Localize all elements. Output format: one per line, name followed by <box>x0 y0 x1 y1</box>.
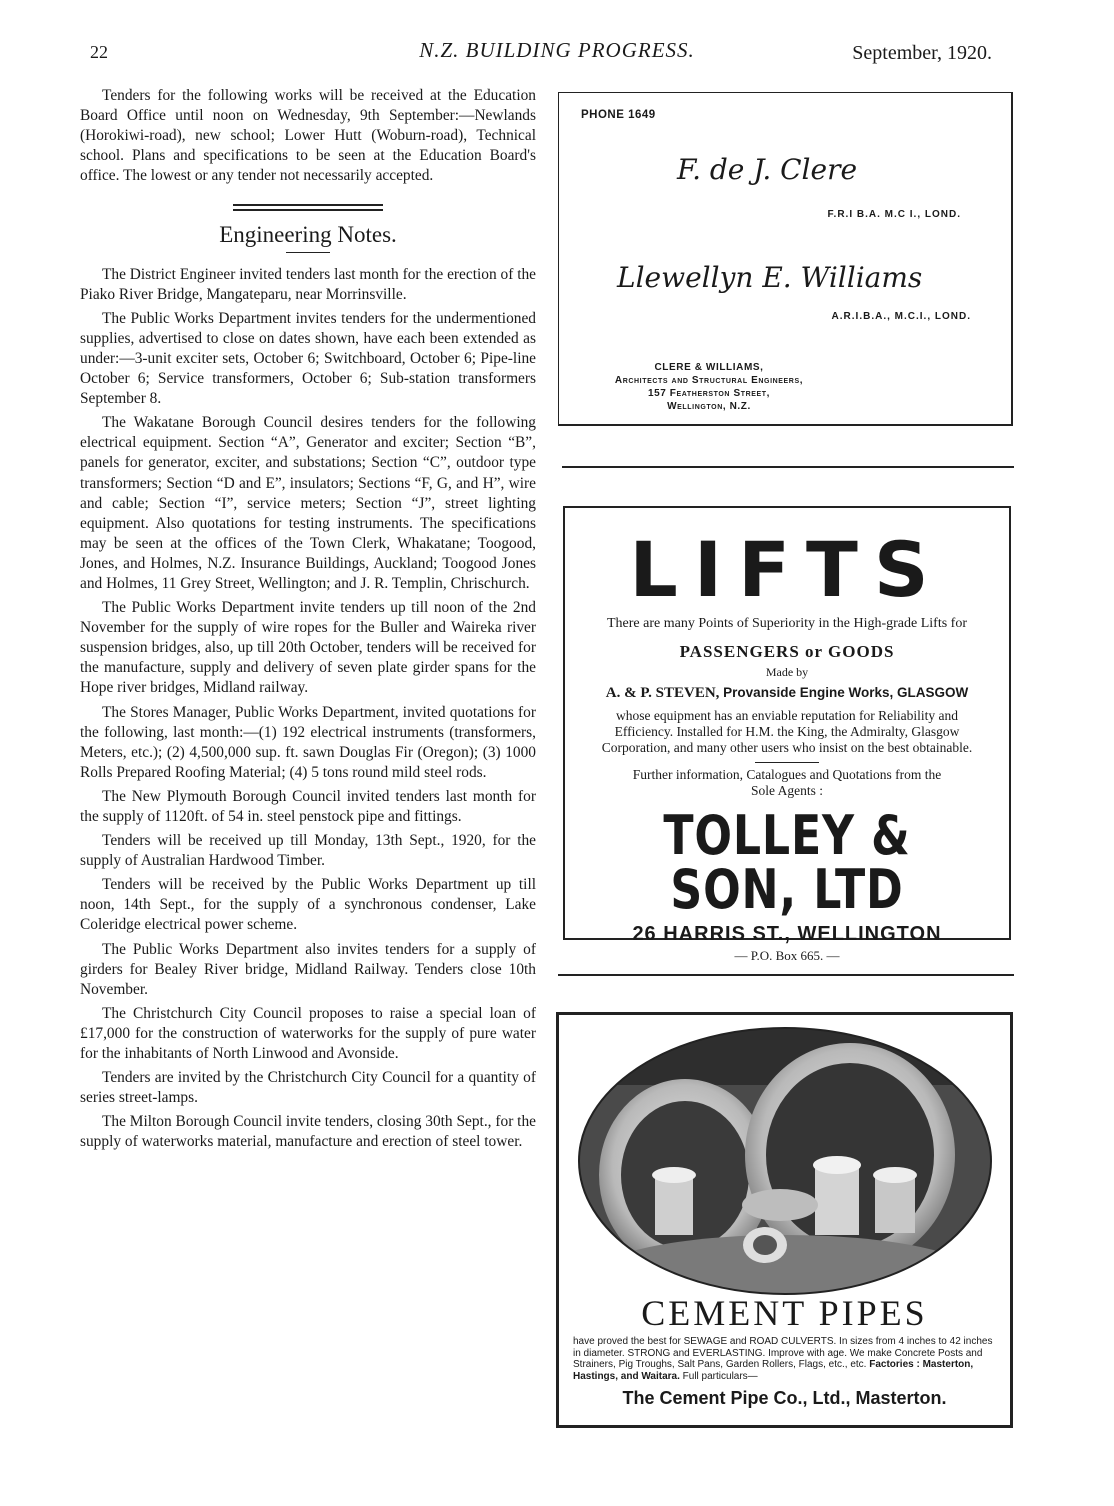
signature-williams: Llewellyn E. Williams <box>617 261 923 294</box>
firm-address: 157 Featherston Street, <box>647 388 771 399</box>
signature-clere: F. de J. Clere <box>677 153 858 186</box>
lifts-rule <box>755 762 819 763</box>
page-number: 22 <box>90 42 108 62</box>
qualifications-clere: F.R.I B.A. M.C I., LOND. <box>827 209 961 220</box>
further-info: Further information, Catalogues and Quotations from the Sole Agents : <box>632 767 942 798</box>
maker-line <box>565 685 1009 702</box>
paragraph: The New Plymouth Borough Council invited tenders last month for the supply of 1120ft. of 54 in. steel penstock pipe and fittings. <box>80 787 536 825</box>
firm-description: Architects and Structural Engineers, <box>614 375 804 386</box>
paragraph: The Public Works Department also invites tenders for a supply of girders for Bealey River bridge, Midland Railway. Tenders close 10th November. <box>80 940 536 998</box>
paragraph: Tenders will be received up till Monday, 13th Sept., 1920, for the supply of Australian Hardwood Timber. <box>80 832 536 870</box>
agent-address: 26 HARRIS ST., WELLINGTON <box>632 923 942 945</box>
pipes-particulars: Full particulars— <box>682 1370 758 1382</box>
made-by: Made by <box>765 665 809 679</box>
pipes-body <box>573 1336 996 1382</box>
paragraph: The Stores Manager, Public Works Department, invited quotations for the following, last month:—(1) 192 electrical instruments (transformers, Meters, etc.); (2) 4,500,000 sup. ft. sawn Douglas Fir (Oregon); (3) 1000 Rolls Prepared Roofing Material; (4) 5 tons round mild steel rods. <box>80 703 536 781</box>
lifts-title: LIFTS <box>629 525 945 614</box>
lifts-body: whose equipment has an enviable reputation for Reliability and Efficiency. Installed for H.M. the King, the Admiralty, Glasgow Corporation, and many other users who insist on the best obtainable. <box>601 708 973 755</box>
paragraph: The Christchurch City Council proposes to raise a special loan of £17,000 for the construction of waterworks for the supply of pure water for the inhabitants of North Linwood and Avonside. <box>80 1004 536 1063</box>
paragraph: The District Engineer invited tenders last month for the erection of the Piako River Bridge, Mangateparu, near Morrinsville. <box>80 265 536 303</box>
qualifications-williams: A.R.I.B.A., M.C.I., LOND. <box>831 311 971 322</box>
paragraph: The Public Works Department invite tenders up till noon of the 2nd November for the supply of wire ropes for the Buller and Waireka river suspension bridges, also, up till 20th October, tenders will be received for the manufacture, supply and delivery of seven plate girder spans for the Hope river bridges, Midland railway. <box>80 599 536 697</box>
paragraph: The Wakatane Borough Council desires tenders for the following electrical equipment. Section “A”, Generator and exciter; Section “B”, panels for generator, exciter, and substations; Section “C”, outdoor type transformers; Section “D and E”, insulators; Sections “F, G, and H”, wire and cable; Section “I”, service meters; Section “J”, street lighting equipment. Also quotations for testing instruments. The specifications may be seen at the offices of the Town Clerk, Whakatane; Toogood, Jones, and Holmes, N.Z. Insurance Buildings, Auckland; Toogood Jones and Holmes, 11 Grey Street, Wellington; and J. R. Templin, Chrischurch. <box>80 414 536 592</box>
divider-rule <box>558 974 1014 976</box>
firm-block <box>579 361 839 413</box>
paragraph: The Milton Borough Council invite tenders, closing 30th Sept., for the supply of waterworks material, manufacture and erection of steel tower. <box>80 1113 536 1151</box>
paragraph: The Public Works Department invites tenders for the undermentioned supplies, advertised to close on dates shown, have each been extended as under:—3-unit exciter sets, October 6; Switchboard, October 6; Pipe-line October 6; Service transformers, October 6; Sub-station transformers September 8. <box>80 309 536 408</box>
architects-ad <box>558 92 1013 426</box>
cement-pipes-title: CEMENT PIPES <box>641 1293 928 1333</box>
lifts-intro: There are many Points of Superiority in the High-grade Lifts for <box>606 616 967 631</box>
issue-date: September, 1920. <box>852 42 992 64</box>
maker-name: A. & P. STEVEN, <box>605 685 720 701</box>
divider-rule <box>562 466 1014 468</box>
firm-name: CLERE & WILLIAMS, <box>654 362 764 373</box>
paragraph: Tenders will be received by the Public Works Department up till noon, 14th Sept., for the supply of a synchronous condenser, Lake Coleridge electrical power scheme. <box>80 876 536 934</box>
pipes-company: The Cement Pipe Co., Ltd., Masterton. <box>622 1388 947 1408</box>
po-box: — P.O. Box 665. — <box>734 948 840 963</box>
pipes-description: have proved the best for SEWAGE and ROAD CULVERTS. In sizes from 4 inches to 42 inches in diameter. STRONG and EVERLASTING. Improve with age. We make Concrete Posts and Strainers, Pig Troughs, Salt Pans, Garden Rollers, Flags, etc., etc. <box>573 1336 993 1370</box>
paragraph: Tenders are invited by the Christchurch City Council for a quantity of series street-lamps. <box>80 1069 536 1107</box>
intro-paragraph: Tenders for the following works will be received at the Education Board Office until noon on Wednesday, 9th September:—Newlands (Horokiwi-road), new school; Lower Hutt (Woburn-road), Technical school. Plans and specifications to be seen at the Education Board's office. The lowest or any tender not necessarily accepted. <box>80 87 536 185</box>
lifts-ad <box>563 506 1011 963</box>
journal-title: N.Z. BUILDING PROGRESS. <box>419 38 695 62</box>
phone-number: PHONE 1649 <box>581 109 656 121</box>
passengers-goods: PASSENGERS or GOODS <box>679 642 895 661</box>
heading-rule <box>286 252 330 253</box>
section-heading: Engineering Notes. <box>219 222 397 248</box>
pipes-factories: Factories : Masterton, Hastings, and Waitara. <box>573 1359 974 1382</box>
double-rule <box>233 204 383 211</box>
firm-city: Wellington, N.Z. <box>667 401 751 412</box>
cement-pipes-photo <box>575 1025 995 1297</box>
left-column <box>80 86 536 1153</box>
cement-pipes-ad <box>556 1012 1013 1428</box>
maker-works: Provanside Engine Works, GLASGOW <box>723 685 969 700</box>
agent-name: TOLLEY & SON, LTD <box>663 804 911 921</box>
